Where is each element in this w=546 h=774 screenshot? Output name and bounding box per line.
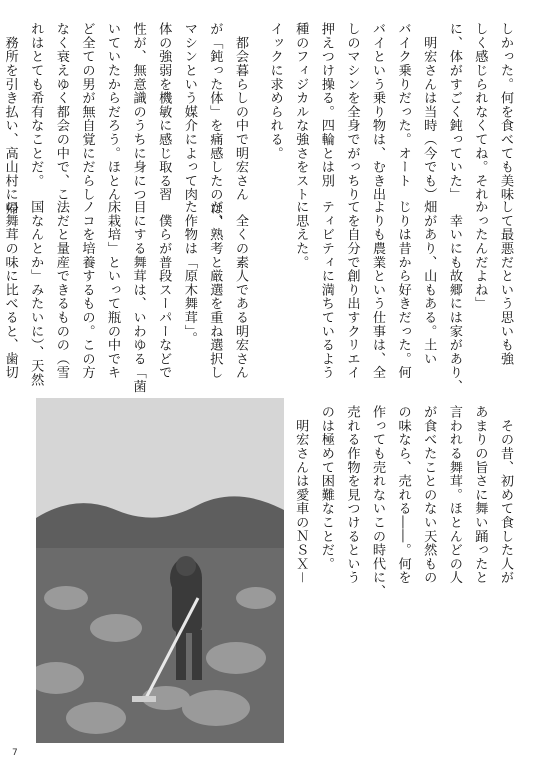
farmer-hoeing-photo	[36, 398, 284, 743]
article-text-middle-left: 全くの素人である明宏さん が、熟考と厳選を重ね選択し た作物は「原木舞茸」。 僕らが普段スーパーなどで 目にする舞茸は、いわゆる「菌 床栽培」といって瓶の中でキ ノコを培養するもの。この方 法だと量産できるものの（雪 国なんとか」みたいに）、天然 の舞茸の味に比べると、歯切	[2, 200, 248, 394]
page-number: 7	[12, 748, 18, 758]
article-text-lower-right: その昔、初めて食した人が あまりの旨さに舞い踊ったと 言われる舞茸。ほとんどの人 が食べたことのない天然もの の味なら、売れる――。何を 作っても売れないこの時代に、 売れる作物を見つけるという のは極めて困難なことだ。 明宏さんは愛車のＮＳＸ－	[293, 405, 513, 599]
article-text-upper-right: しかった。何を食べても美味 しく感じられなくてね。それ に、体がすごく鈍っていた」 明宏さんは当時（今でも） バイク乗りだった。オート バイという乗り物は、むき出 しのマシンを全身でがっちり 押えつけ操る。四輪とは別 種のフィジカルな強さをスト イックに求められる。	[267, 22, 513, 202]
article-text-upper-left: 都会暮らしの中で明宏さん が「鈍った体」を痛感したのは、 マシンという媒介によって肉 体の強弱を機敏に感じ取る習 性が、無意識のうちに身につ いていたからだろう。ほとん ど全ての男が無自覚にだらし なく衰えゆく都会の中で、こ れはとても希有なことだ。 務所を引き払い、高山村に帰	[2, 22, 248, 229]
article-text-middle-right: して最悪だという思いも強 かったんだよね」 幸いにも故郷には家があり、 畑があり、山もある。土い じりは昔から好きだった。何 よりも農業という仕事は、全 てを自分で創り出すクリエイ ティビティに満ちているよう に思えた。	[293, 200, 513, 394]
field-scene-illustration	[36, 398, 284, 743]
